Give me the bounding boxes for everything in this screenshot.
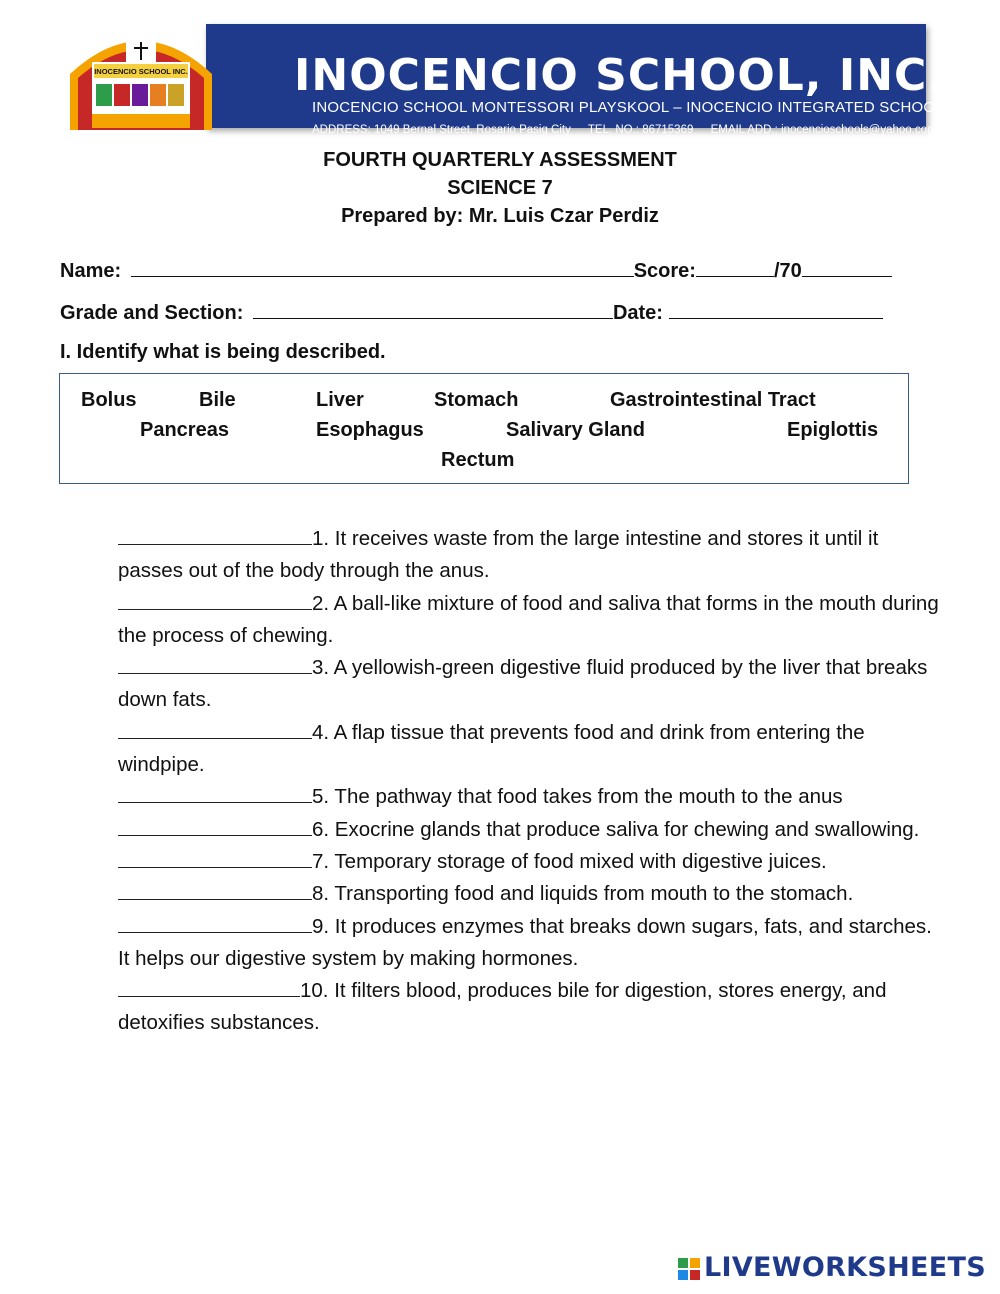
grade-date-row: [60, 300, 883, 325]
date-field[interactable]: [669, 300, 883, 319]
name-label: Name:: [60, 260, 122, 282]
question-item: [118, 911, 948, 976]
date-label: Date:: [612, 302, 663, 324]
question-text: 6. Exocrine glands that produce saliva for chewing and swallowing.: [312, 817, 920, 841]
word-bank-item: Esophagus: [316, 419, 424, 441]
question-text: 10. It filters blood, produces bile for digestion, stores energy, and detoxifies substances.: [118, 979, 887, 1035]
grade-section-field[interactable]: [253, 300, 613, 319]
grade-section-label: Grade and Section:: [60, 302, 244, 324]
score-trailing-line: [802, 258, 892, 277]
assessment-title: FOURTH QUARTERLY ASSESSMENT: [323, 149, 677, 171]
school-logo: [66, 22, 216, 132]
question-item: [118, 814, 948, 846]
word-bank-item: Pancreas: [140, 419, 229, 441]
question-item: [118, 975, 948, 1040]
logo-text: INOCENCIO SCHOOL INC.: [94, 67, 188, 76]
school-contact: [312, 124, 951, 136]
question-text: 7. Temporary storage of food mixed with digestive juices.: [312, 849, 827, 873]
question-text: 8. Transporting food and liquids from mouth to the stomach.: [312, 882, 854, 906]
brand-text: LIVEWORKSHEETS: [703, 1252, 986, 1283]
name-field[interactable]: [131, 258, 634, 277]
question-text: 5. The pathway that food takes from the mouth to the anus: [312, 785, 843, 809]
subject-title: SCIENCE 7: [447, 177, 553, 199]
answer-blank[interactable]: [118, 849, 312, 868]
question-item: [118, 588, 948, 653]
score-label: Score:: [633, 260, 696, 282]
question-text: 2. A ball-like mixture of food and saliva that forms in the mouth during the process of chewing.: [118, 591, 939, 647]
question-text: 1. It receives waste from the large intestine and stores it until it passes out of the body through the anus.: [118, 527, 879, 583]
section-heading: I. Identify what is being described.: [60, 341, 386, 363]
question-item: [118, 717, 948, 782]
question-text: 4. A flap tissue that prevents food and drink from entering the windpipe.: [118, 720, 865, 777]
word-bank-item: Gastrointestinal Tract: [610, 389, 816, 411]
question-text: 9. It produces enzymes that breaks down sugars, fats, and starches. It helps our digestive system by making hormones.: [118, 914, 932, 970]
liveworksheets-brand[interactable]: [677, 1252, 986, 1283]
school-name: INOCENCIO SCHOOL, INC.: [294, 50, 946, 101]
word-bank-item: Bile: [199, 389, 236, 411]
question-item: [118, 652, 948, 717]
word-bank-item: Bolus: [81, 389, 137, 411]
answer-blank[interactable]: [118, 817, 312, 836]
question-item: [118, 781, 948, 813]
school-tel: TEL. NO.: 86715369: [587, 124, 694, 136]
score-total: /70: [773, 260, 802, 282]
answer-blank[interactable]: [118, 784, 312, 803]
question-item: [118, 846, 948, 878]
answer-blank[interactable]: [118, 720, 312, 739]
name-score-row: [60, 258, 892, 283]
question-text: 3. A yellowish-green digestive fluid produced by the liver that breaks down fats.: [118, 656, 928, 712]
score-field[interactable]: [696, 258, 774, 277]
school-email: EMAIL ADD.: inocencioschools@yahoo.com: [710, 124, 937, 136]
word-bank: [59, 373, 909, 484]
school-address: ADDRESS: 1049 Bernal Street, Rosario Pasig City: [312, 124, 571, 136]
answer-blank[interactable]: [118, 914, 312, 933]
answer-blank[interactable]: [118, 591, 312, 610]
word-bank-item: Stomach: [434, 389, 519, 411]
assessment-titles: [0, 146, 1000, 230]
question-list: [118, 523, 948, 1040]
liveworksheets-icon: [677, 1257, 701, 1281]
school-subtitle: INOCENCIO SCHOOL MONTESSORI PLAYSKOOL – INOCENCIO INTEGRATED SCHOOL: [312, 99, 944, 116]
question-item: [118, 523, 948, 588]
word-bank-item: Epiglottis: [787, 419, 879, 441]
answer-blank[interactable]: [118, 655, 312, 674]
word-bank-item: Rectum: [441, 449, 515, 471]
answer-blank[interactable]: [118, 526, 312, 545]
word-bank-item: Salivary Gland: [506, 419, 645, 441]
answer-blank[interactable]: [118, 881, 312, 900]
question-item: [118, 878, 948, 910]
word-bank-item: Liver: [316, 389, 364, 411]
answer-blank[interactable]: [118, 978, 300, 997]
prepared-by: Prepared by: Mr. Luis Czar Perdiz: [341, 205, 659, 227]
school-banner: [66, 22, 946, 136]
